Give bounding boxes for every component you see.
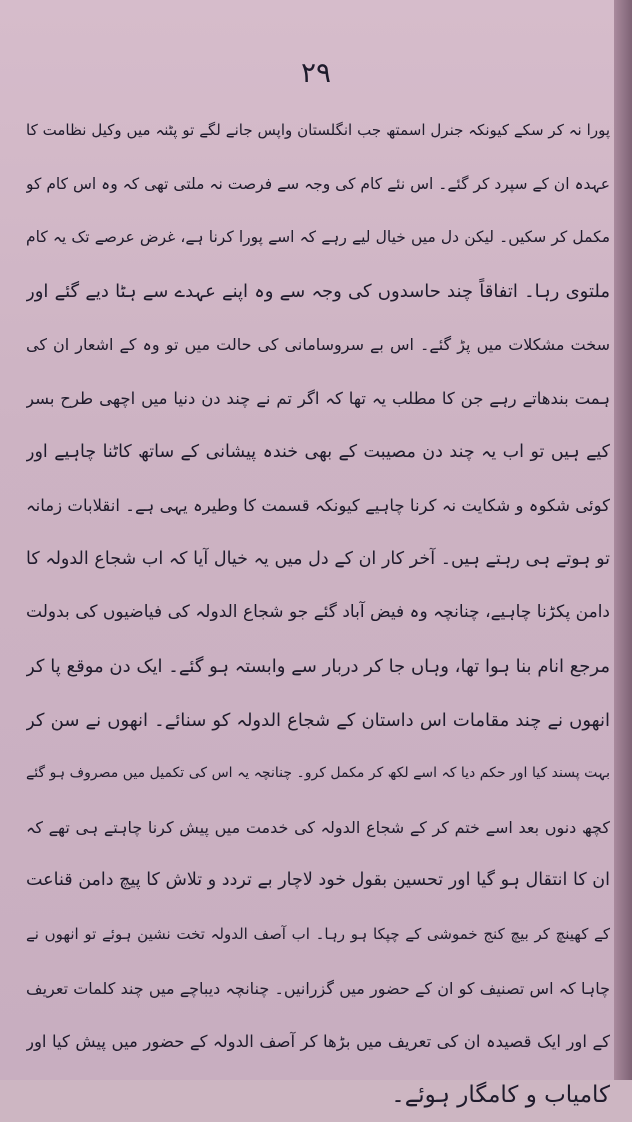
text-line-last: کامیاب و کامگار ہوئے۔ [391,1081,610,1108]
page-binding-shadow [614,0,632,1080]
text-line: سخت مشکلات میں پڑ گئے۔ اس بے سروسامانی کی حالت میں تو وہ کے اشعار ان کی [26,335,610,355]
page-body-text [26,104,610,1122]
text-line: کے اور ایک قصیدہ ان کی تعریف میں بڑھا کر آصف الدولہ کے حضور میں پیش کیا اور [26,1032,610,1052]
text-line: مرجع انام بنا ہوا تھا، وہاں جا کر دربار سے وابستہ ہو گئے۔ ایک دن موقع پا کر [26,655,610,677]
text-line: کے کھینچ کر بیچ کنج خموشی کے چپکا ہو رہا۔ اب آصف الدولہ تخت نشین ہوئے تو انھوں نے [26,924,610,943]
text-line: بہت پسند کیا اور حکم دیا کہ اسے لکھ کر مکمل کرو۔ چنانچہ یہ اس کی تکمیل میں مصروف ہو گئے [26,765,610,782]
text-line: کچھ دنوں بعد اسے ختم کر کے شجاع الدولہ کی خدمت میں پیش کرنا چاہتے ہی تھے کہ [26,817,610,837]
text-line: ان کا انتقال ہو گیا اور تحسین بقول خود لاچار بے تردد و تلاش کا پیچ دامن قناعت [26,870,610,891]
text-line: مکمل کر سکیں۔ لیکن دل میں خیال لیے رہے کہ اسے پورا کرنا ہے، غرض عرصے تک یہ کام [26,228,610,247]
text-line: چاہا کہ اس تصنیف کو ان کے حضور میں گزرانیں۔ چنانچہ دیباچے میں چند کلمات تعریف [26,978,610,998]
text-line: تو ہوتے ہی رہتے ہیں۔ آخر کار ان کے دل میں یہ خیال آیا کہ اب شجاع الدولہ کا [26,548,610,569]
text-line: عہدہ ان کے سپرد کر گئے۔ اس نئے کام کی وجہ سے فرصت نہ ملتی تھی کہ وہ اس کام کو [26,174,610,193]
text-line: ملتوی رہا۔ اتفاقاً چند حاسدوں کی وجہ سے وہ اپنے عہدے سے ہٹا دیے گئے اور [26,280,610,302]
page-number: ۲۹ [300,56,332,89]
text-line: کوئی شکوہ و شکایت نہ کرنا چاہیے کیونکہ قسمت کا وطیرہ یہی ہے۔ انقلابات زمانہ [26,496,610,516]
text-line: پورا نہ کر سکے کیونکہ جنرل اسمتھ جب انگلستان واپس جانے لگے تو پٹنہ میں وکیل نظامت کا [26,121,610,139]
text-line: کیے ہیں تو اب یہ چند دن مصیبت کے بھی خندہ پیشانی کے ساتھ کاٹنا چاہیے اور [26,441,610,462]
text-line: انھوں نے چند مقامات اس داستان کے شجاع الدولہ کو سنائے۔ انھوں نے سن کر [26,709,610,731]
text-line: ہمت بندھاتے رہے جن کا مطلب یہ تھا کہ اگر تم نے چند دن دنیا میں اچھی طرح بسر [26,388,610,408]
text-line: دامن پکڑنا چاہیے، چنانچہ وہ فیض آباد گئے جو شجاع الدولہ کی فیاضیوں کی بدولت [26,602,610,623]
